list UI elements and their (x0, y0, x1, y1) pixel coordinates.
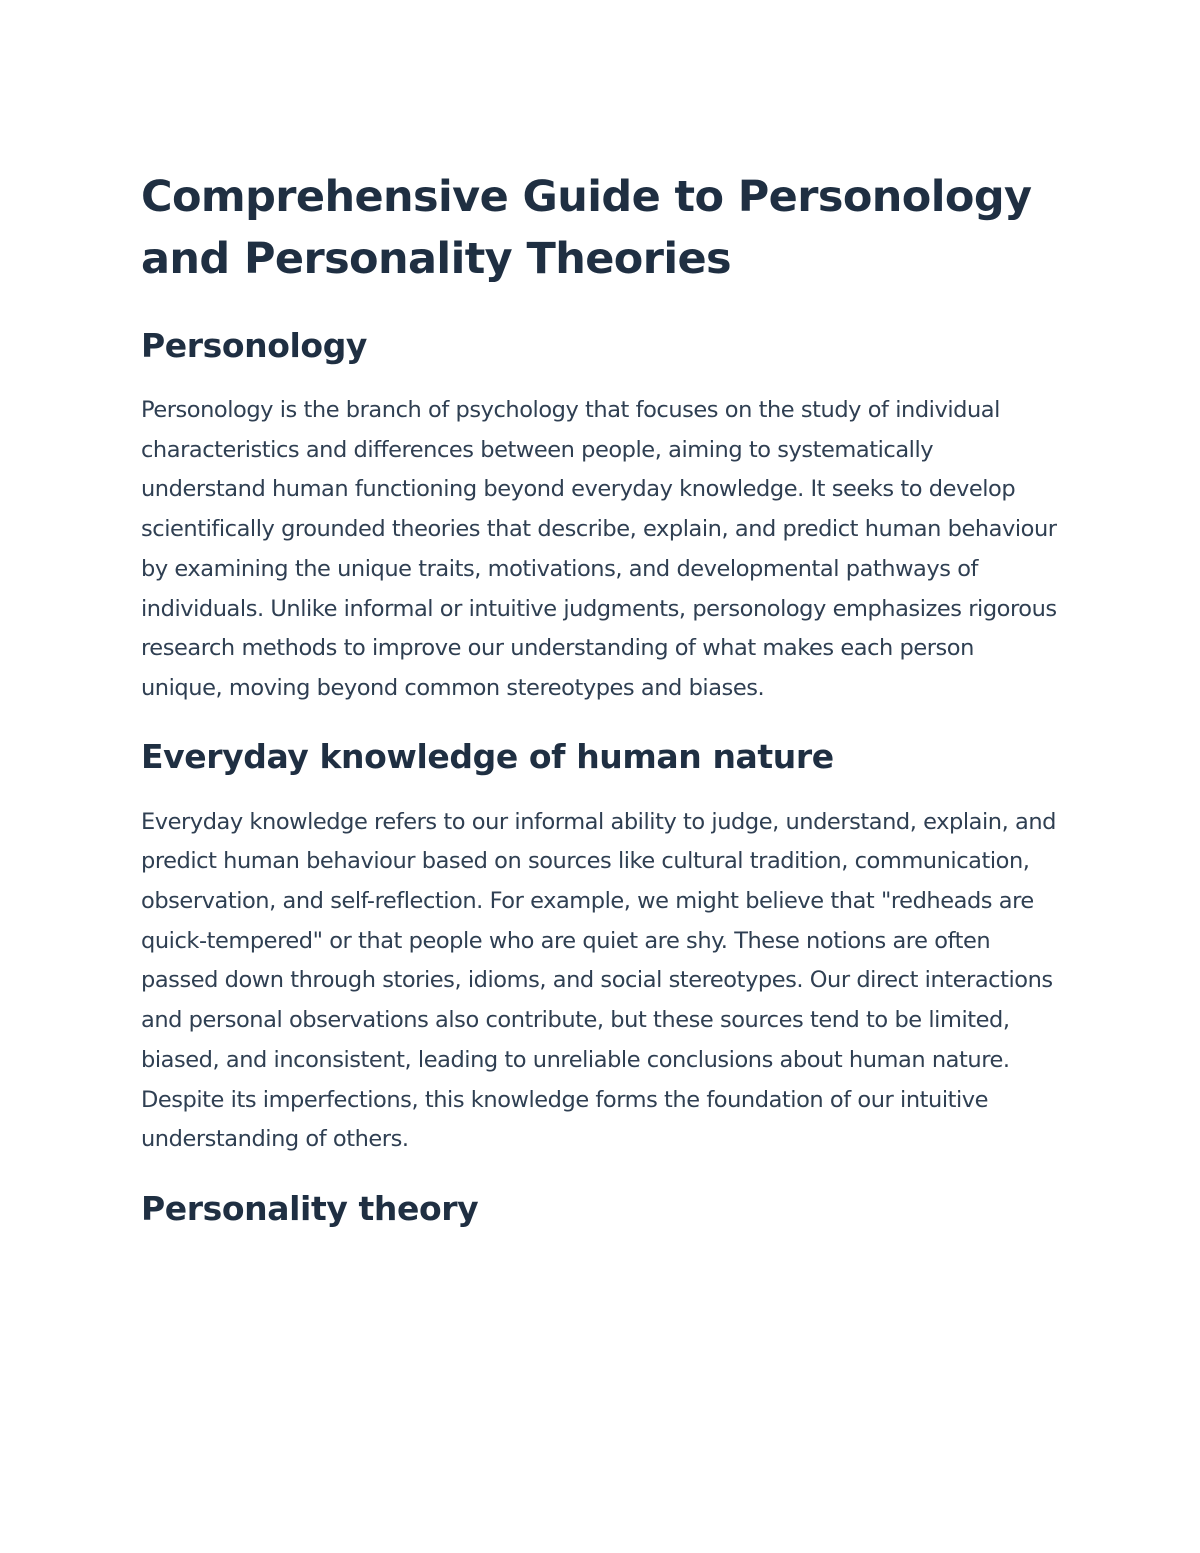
section-heading-everyday-knowledge: Everyday knowledge of human nature (141, 736, 834, 776)
section-heading-personality-theory: Personality theory (141, 1188, 479, 1228)
section-paragraph-personology: Personology is the branch of psychology that focuses on the study of individual characteristics and differences between people, aiming to systematically understand human functioning beyond everyday knowledge. It seeks to develop scientifically grounded theories that describe, explain, and predict human behaviour by examining the unique traits, motivations, and developmental pathways of individuals. Unlike informal or intuitive judgments, personology emphasizes rigorous research methods to improve our understanding of what makes each person unique, moving beyond common stereotypes and biases. (141, 397, 1057, 701)
section-paragraph-everyday-knowledge: Everyday knowledge refers to our informal ability to judge, understand, explain, and predict human behaviour based on sources like cultural tradition, communication, observation, and self-reflection. For example, we might believe that "redheads are quick-tempered" or that people who are quiet are shy. These notions are often passed down through stories, idioms, and social stereotypes. Our direct interactions and personal observations also contribute, but these sources tend to be limited, biased, and inconsistent, leading to unreliable conclusions about human nature. Despite its imperfections, this knowledge forms the foundation of our intuitive understanding of others. (141, 808, 1056, 1153)
section-heading-personology: Personology (141, 326, 368, 365)
document-title: Comprehensive Guide to Personology and Personality Theories (141, 172, 1032, 284)
document-page (141, 166, 1061, 1231)
